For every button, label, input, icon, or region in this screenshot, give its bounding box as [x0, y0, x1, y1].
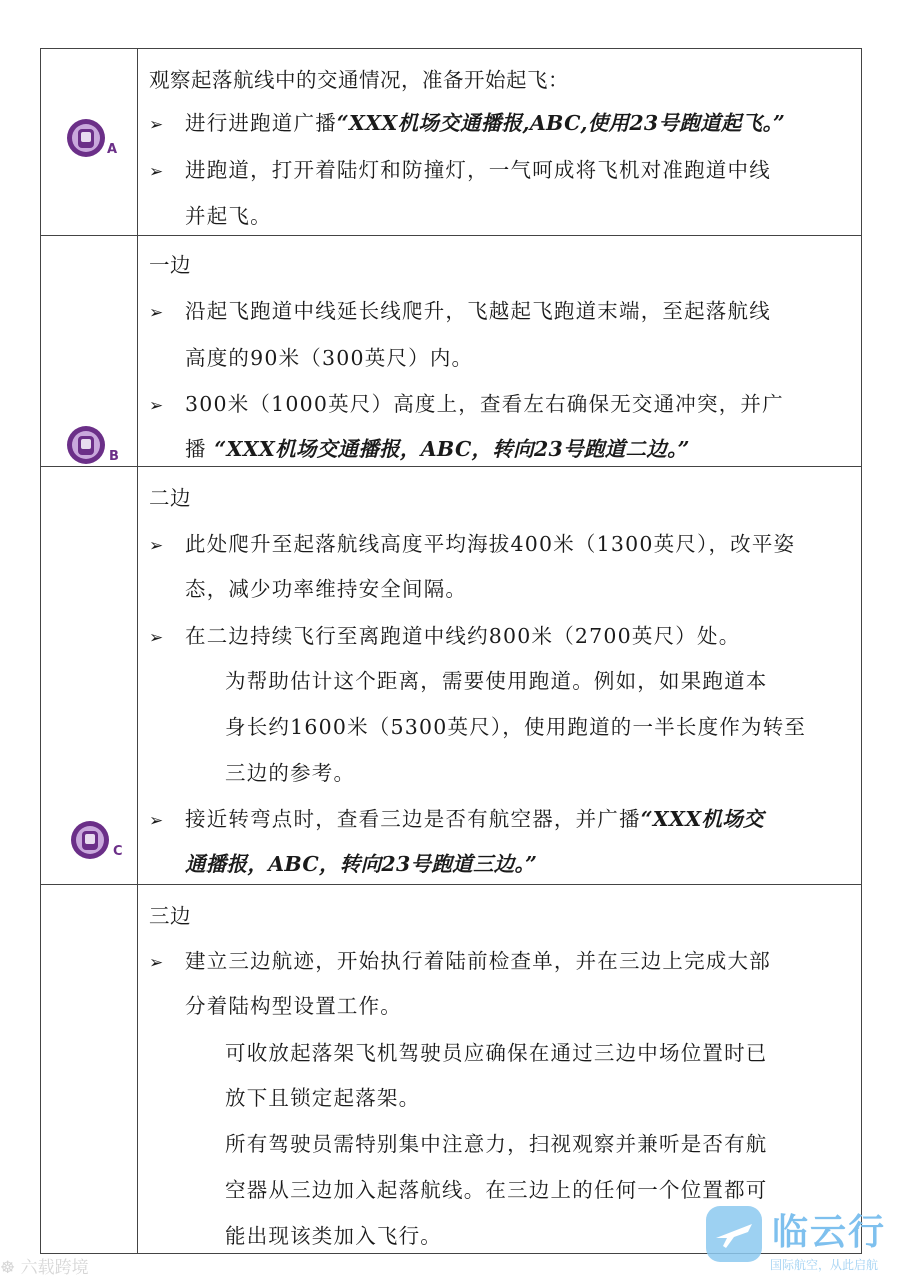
note-line: 三边的参考。: [225, 761, 356, 785]
row-content-cell: [138, 885, 861, 1253]
bullet-arrow-icon: ➢: [149, 303, 165, 323]
bullet-line: [149, 946, 851, 976]
note-line: 空器从三边加入起落航线。在三边上的任何一个位置都可: [225, 1178, 768, 1202]
table-row: [41, 236, 861, 467]
broadcast-text: “XXX机场交通播报,ABC,使用23号跑道起飞。”: [336, 111, 786, 135]
bullet-line: [149, 155, 851, 185]
continuation-line: 高度的90米（300英尺）内。: [185, 346, 474, 370]
table-row: [41, 467, 861, 885]
row-content-cell: [138, 49, 861, 235]
paw-icon: ☸: [0, 1258, 21, 1278]
bullet-line: [149, 621, 851, 651]
bullet-arrow-icon: ➢: [149, 628, 165, 648]
line-text: 播: [185, 437, 207, 461]
bullet-arrow-icon: ➢: [149, 162, 165, 182]
bullet-line: [149, 296, 851, 326]
line-text: 300米（1000英尺）高度上，查看左右确保无交通冲突，并广: [185, 392, 784, 416]
row-label-cell: [41, 885, 138, 1253]
continuation-line: [149, 434, 851, 464]
section-heading: 三边: [149, 904, 191, 928]
broadcast-text: “XXX机场交: [640, 807, 764, 831]
continuation-line: [149, 849, 851, 879]
line-text: 接近转弯点时，查看三边是否有航空器，并广播: [185, 807, 641, 831]
continuation-line: 分着陆构型设置工作。: [185, 994, 402, 1018]
line-text: 此处爬升至起落航线高度平均海拔400米（1300英尺），改平姿: [185, 532, 796, 556]
watermark-brand: 临云行: [772, 1212, 887, 1253]
marker-sub-label: A: [107, 142, 118, 157]
watermark-left-text: 六载跨境: [20, 1258, 89, 1278]
bullet-line: [149, 108, 851, 138]
bullet-line: [149, 389, 851, 419]
continuation-line: 并起飞。: [185, 204, 272, 228]
row-label-cell: [41, 236, 138, 466]
bullet-arrow-icon: ➢: [149, 396, 165, 416]
note-line: 所有驾驶员需特别集中注意力，扫视观察并兼听是否有航: [225, 1132, 768, 1156]
watermark-tagline: 国际航空，从此启航: [770, 1258, 879, 1272]
table-row: [41, 885, 861, 1253]
bullet-line: [149, 529, 851, 559]
marker-sub-label: B: [109, 449, 119, 464]
watermark-right: [700, 1200, 900, 1284]
broadcast-text: 通播报，ABC，转向23号跑道三边。”: [185, 852, 538, 876]
broadcast-text: “XXX机场交通播报，ABC，转向23号跑道二边。”: [214, 437, 690, 461]
section-heading: 观察起落航线中的交通情况，准备开始起飞：: [149, 68, 569, 92]
bullet-arrow-icon: ➢: [149, 536, 165, 556]
line-text: 在二边持续飞行至离跑道中线约800米（2700英尺）处。: [185, 624, 741, 648]
row-label-cell: [41, 49, 138, 235]
marker-sub-label: C: [113, 844, 123, 859]
section-heading: 二边: [149, 486, 191, 510]
table-row: [41, 49, 861, 236]
procedure-table: [40, 48, 862, 1254]
section-heading: 一边: [149, 253, 191, 277]
marker-icon: [69, 819, 111, 861]
line-text: 进跑道，打开着陆灯和防撞灯，一气呵成将飞机对准跑道中线: [185, 158, 771, 182]
bullet-line: [149, 804, 851, 834]
marker-icon: [65, 117, 107, 159]
note-line: 身长约1600米（5300英尺），使用跑道的一半长度作为转至: [225, 715, 807, 739]
row-label-cell: [41, 467, 138, 884]
line-text: 建立三边航迹，开始执行着陆前检查单，并在三边上完成大部: [185, 949, 771, 973]
note-line: 为帮助估计这个距离，需要使用跑道。例如，如果跑道本: [225, 669, 768, 693]
bullet-arrow-icon: ➢: [149, 953, 165, 973]
marker-icon: [65, 424, 107, 466]
continuation-line: 态，减少功率维持安全间隔。: [185, 577, 468, 601]
bullet-arrow-icon: ➢: [149, 115, 165, 135]
line-text: 沿起飞跑道中线延长线爬升，飞越起飞跑道末端，至起落航线: [185, 299, 771, 323]
note-line: 可收放起落架飞机驾驶员应确保在通过三边中场位置时已: [225, 1041, 768, 1065]
note-line: 放下且锁定起落架。: [225, 1086, 421, 1110]
note-line: 能出现该类加入飞行。: [225, 1224, 442, 1248]
row-content-cell: [138, 467, 861, 884]
line-text: 进行进跑道广播: [185, 111, 337, 135]
plane-logo-icon: [704, 1204, 764, 1264]
row-content-cell: [138, 236, 861, 466]
bullet-arrow-icon: ➢: [149, 811, 165, 831]
watermark-left: [0, 1254, 89, 1282]
